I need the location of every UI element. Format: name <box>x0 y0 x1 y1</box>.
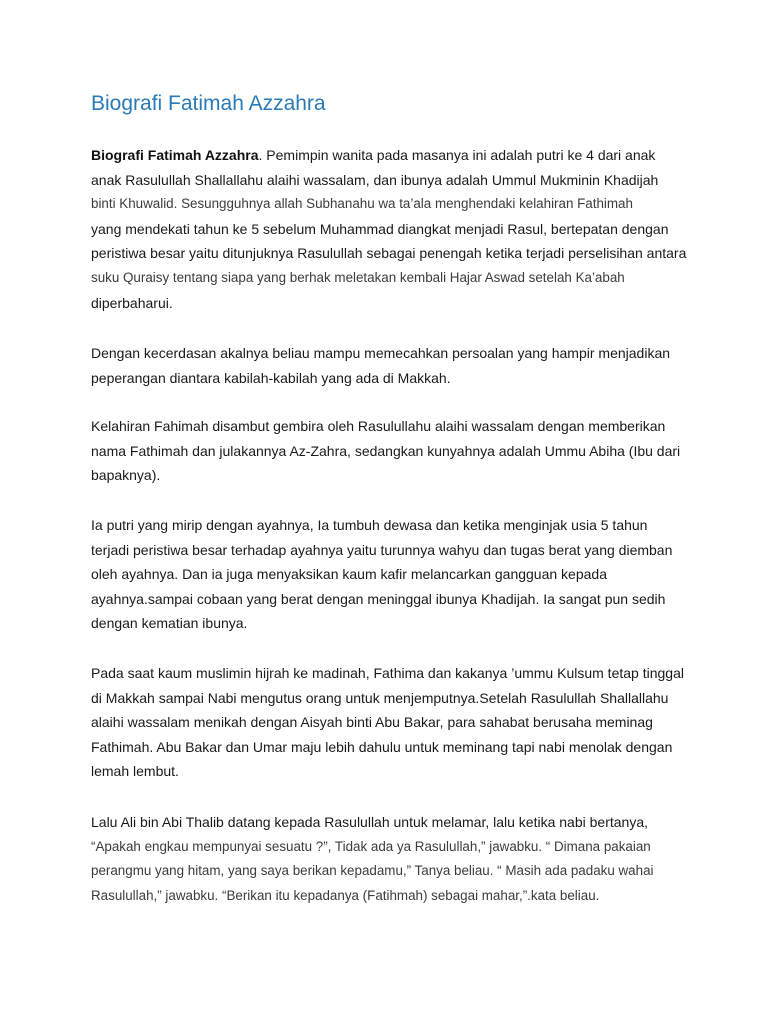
paragraph-line: alaihi wassalam menikah dengan Aisyah binti Abu Bakar, para sahabat berusaha meminag <box>91 714 653 731</box>
paragraph-line: peristiwa besar yaitu ditunjuknya Rasulullah sebagai penengah ketika terjadi perselisihan antara <box>91 245 687 262</box>
paragraph-line: nama Fathimah dan julakannya Az-Zahra, sedangkan kunyahnya adalah Ummu Abiha (Ibu dari <box>91 442 681 459</box>
paragraph-line: Lalu Ali bin Abi Thalib datang kepada Rasulullah untuk melamar, lalu ketika nabi bertanya, <box>91 814 648 830</box>
paragraph-line: “Apakah engkau mempunyai sesuatu ?”, Tidak ada ya Rasulullah,” jawabku. “ Dimana pakaian <box>91 838 651 854</box>
paragraph-1 <box>91 143 691 315</box>
paragraph-line: Dengan kecerdasan akalnya beliau mampu memecahkan persoalan yang hampir menjadikan <box>91 345 671 361</box>
paragraph-6 <box>91 810 691 908</box>
lead-bold-title: Biografi Fatimah Azzahra <box>91 147 259 163</box>
paragraph-line: anak Rasulullah Shallallahu alaihi wassalam, dan ibunya adalah Ummul Mukminin Khadijah <box>91 171 659 188</box>
paragraph-line: Ia putri yang mirip dengan ayahnya, Ia tumbuh dewasa dan ketika menginjak usia 5 tahun <box>91 517 648 533</box>
paragraph-line: ayahnya.sampai cobaan yang berat dengan meninggal ibunya Khadijah. Ia sangat pun sedih <box>91 590 666 607</box>
article-title: Biografi Fatimah Azzahra <box>91 92 326 115</box>
paragraph-2 <box>91 341 691 390</box>
paragraph-line: di Makkah sampai Nabi mengutus orang untuk menjemputnya.Setelah Rasulullah Shallallahu <box>91 689 669 706</box>
paragraph-line: dengan kematian ibunya. <box>91 615 248 632</box>
paragraph-line: perangmu yang hitam, yang saya berikan kepadamu,” Tanya beliau. “ Masih ada padaku wahai <box>91 863 654 879</box>
paragraph-4 <box>91 513 691 636</box>
paragraph-line: terjadi peristiwa besar terhadap ayahnya yaitu turunnya wahyu dan tugas berat yang diemban <box>91 541 673 558</box>
paragraph-3 <box>91 414 691 488</box>
paragraph-line: binti Khuwalid. Sesungguhnya allah Subhanahu wa ta’ala menghendaki kelahiran Fathimah <box>91 196 633 212</box>
paragraph-line: Kelahiran Fahimah disambut gembira oleh Rasulullahu alaihi wassalam dengan memberikan <box>91 418 666 434</box>
paragraph-line <box>91 143 691 168</box>
paragraph-line: Fathimah. Abu Bakar dan Umar maju lebih dahulu untuk meminang tapi nabi menolak dengan <box>91 738 673 755</box>
lead-text: . Pemimpin wanita pada masanya ini adalah putri ke 4 dari anak <box>258 147 656 163</box>
paragraph-line: lemah lembut. <box>91 763 179 780</box>
paragraph-line: yang mendekati tahun ke 5 sebelum Muhammad diangkat menjadi Rasul, bertepatan dengan <box>91 220 669 237</box>
paragraph-line: suku Quraisy tentang siapa yang berhak meletakan kembali Hajar Aswad setelah Ka’abah <box>91 269 625 285</box>
paragraph-5 <box>91 661 691 784</box>
paragraph-line: peperangan diantara kabilah-kabilah yang ada di Makkah. <box>91 369 451 386</box>
paragraph-line: Rasulullah,” jawabku. “Berikan itu kepadanya (Fatihmah) sebagai mahar,”.kata beliau. <box>91 887 600 903</box>
paragraph-line: Pada saat kaum muslimin hijrah ke madinah, Fathima dan kakanya ’ummu Kulsum tetap tinggal <box>91 665 684 681</box>
paragraph-line: bapaknya). <box>91 467 161 484</box>
paragraph-line: oleh ayahnya. Dan ia juga menyaksikan kaum kafir melancarkan gangguan kepada <box>91 566 607 583</box>
paragraph-line: diperbaharui. <box>91 294 173 311</box>
